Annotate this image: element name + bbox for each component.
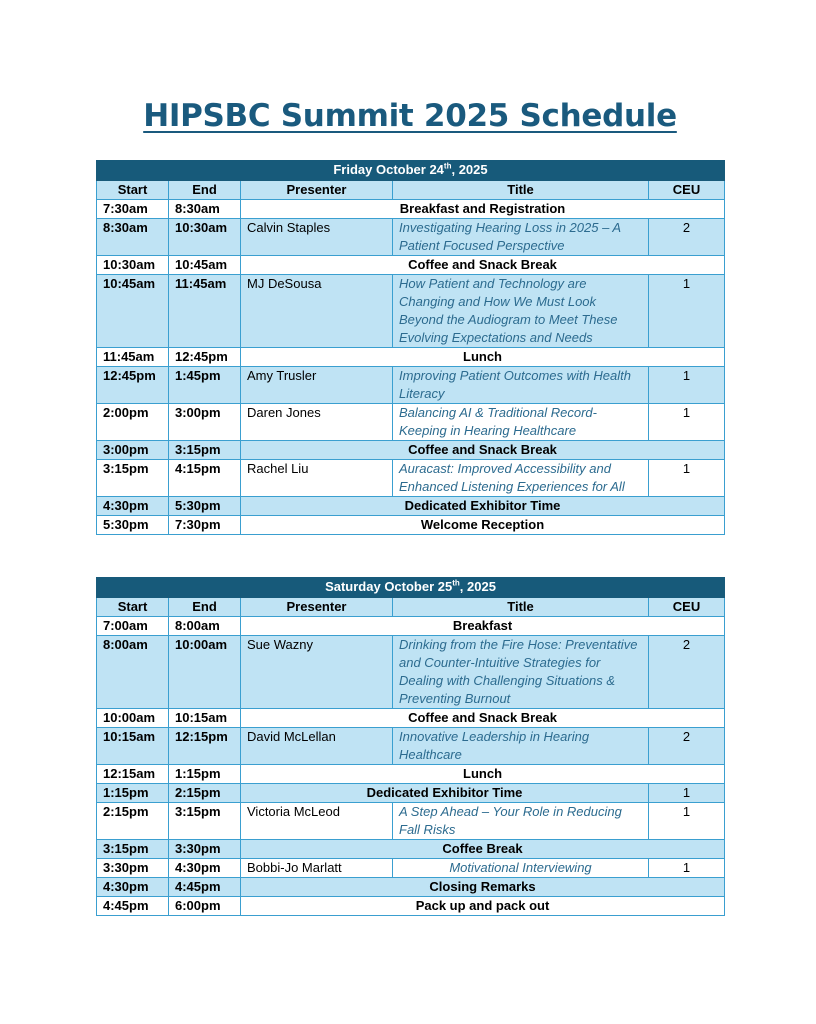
event-label: Breakfast and Registration bbox=[241, 200, 725, 219]
ceu-value: 1 bbox=[649, 404, 725, 441]
table-row: 3:15pm 4:15pm Rachel Liu Auracast: Improved Accessibility and Enhanced Listening Experiences for All 1 bbox=[97, 460, 725, 497]
session-title: Motivational Interviewing bbox=[393, 859, 649, 878]
event-label: Breakfast bbox=[241, 617, 725, 636]
ceu-value: 1 bbox=[649, 803, 725, 840]
day-header: Friday October 24th, 2025 bbox=[97, 161, 725, 181]
table-row: 2:00pm 3:00pm Daren Jones Balancing AI & Traditional Record-Keeping in Hearing Healthcare 1 bbox=[97, 404, 725, 441]
table-row: 4:45pm 6:00pm Pack up and pack out bbox=[97, 897, 725, 916]
presenter-name: Sue Wazny bbox=[241, 636, 393, 709]
presenter-name: Rachel Liu bbox=[241, 460, 393, 497]
table-row: 3:00pm 3:15pm Coffee and Snack Break bbox=[97, 441, 725, 460]
event-label: Welcome Reception bbox=[241, 516, 725, 535]
col-header-presenter: Presenter bbox=[241, 598, 393, 617]
table-row: 4:30pm 4:45pm Closing Remarks bbox=[97, 878, 725, 897]
ceu-value: 2 bbox=[649, 219, 725, 256]
presenter-name: Daren Jones bbox=[241, 404, 393, 441]
event-label: Coffee and Snack Break bbox=[241, 256, 725, 275]
table-row: 7:00am 8:00am Breakfast bbox=[97, 617, 725, 636]
table-row: 2:15pm 3:15pm Victoria McLeod A Step Ahead – Your Role in Reducing Fall Risks 1 bbox=[97, 803, 725, 840]
col-header-title: Title bbox=[393, 598, 649, 617]
presenter-name: Amy Trusler bbox=[241, 367, 393, 404]
event-label: Pack up and pack out bbox=[241, 897, 725, 916]
session-title: Innovative Leadership in Hearing Healthcare bbox=[393, 728, 649, 765]
presenter-name: MJ DeSousa bbox=[241, 275, 393, 348]
table-row: 8:00am 10:00am Sue Wazny Drinking from the Fire Hose: Preventative and Counter-Intuitive Strategies for Dealing with Challenging Situations & Preventing Burnout 2 bbox=[97, 636, 725, 709]
presenter-name: Bobbi-Jo Marlatt bbox=[241, 859, 393, 878]
table-row: 12:45pm 1:45pm Amy Trusler Improving Patient Outcomes with Health Literacy 1 bbox=[97, 367, 725, 404]
col-header-ceu: CEU bbox=[649, 181, 725, 200]
table-row: 10:00am 10:15am Coffee and Snack Break bbox=[97, 709, 725, 728]
ceu-value: 1 bbox=[649, 859, 725, 878]
ceu-value: 1 bbox=[649, 784, 725, 803]
page-title: HIPSBC Summit 2025 Schedule bbox=[143, 98, 677, 134]
col-header-presenter: Presenter bbox=[241, 181, 393, 200]
event-label: Dedicated Exhibitor Time bbox=[241, 784, 649, 803]
col-header-end: End bbox=[169, 181, 241, 200]
table-row: 3:30pm 4:30pm Bobbi-Jo Marlatt Motivational Interviewing 1 bbox=[97, 859, 725, 878]
table-row: 8:30am 10:30am Calvin Staples Investigating Hearing Loss in 2025 – A Patient Focused Perspective 2 bbox=[97, 219, 725, 256]
event-label: Lunch bbox=[241, 765, 725, 784]
table-row: 5:30pm 7:30pm Welcome Reception bbox=[97, 516, 725, 535]
session-title: Balancing AI & Traditional Record-Keeping in Hearing Healthcare bbox=[393, 404, 649, 441]
event-label: Dedicated Exhibitor Time bbox=[241, 497, 725, 516]
col-header-ceu: CEU bbox=[649, 598, 725, 617]
event-label: Lunch bbox=[241, 348, 725, 367]
ceu-value: 1 bbox=[649, 367, 725, 404]
event-label: Coffee and Snack Break bbox=[241, 709, 725, 728]
event-label: Closing Remarks bbox=[241, 878, 725, 897]
ceu-value: 2 bbox=[649, 728, 725, 765]
day-header: Saturday October 25th, 2025 bbox=[97, 578, 725, 598]
table-row: 10:30am 10:45am Coffee and Snack Break bbox=[97, 256, 725, 275]
table-row: 7:30am 8:30am Breakfast and Registration bbox=[97, 200, 725, 219]
event-label: Coffee Break bbox=[241, 840, 725, 859]
table-row: 11:45am 12:45pm Lunch bbox=[97, 348, 725, 367]
session-title: Drinking from the Fire Hose: Preventative and Counter-Intuitive Strategies for Dealing with Challenging Situations & Preventing Burnout bbox=[393, 636, 649, 709]
saturday-schedule-table bbox=[96, 577, 725, 916]
col-header-start: Start bbox=[97, 598, 169, 617]
col-header-end: End bbox=[169, 598, 241, 617]
table-row: 4:30pm 5:30pm Dedicated Exhibitor Time bbox=[97, 497, 725, 516]
session-title: Auracast: Improved Accessibility and Enhanced Listening Experiences for All bbox=[393, 460, 649, 497]
table-row: 1:15pm 2:15pm Dedicated Exhibitor Time 1 bbox=[97, 784, 725, 803]
ceu-value: 2 bbox=[649, 636, 725, 709]
table-row: 10:15am 12:15pm David McLellan Innovative Leadership in Hearing Healthcare 2 bbox=[97, 728, 725, 765]
col-header-title: Title bbox=[393, 181, 649, 200]
event-label: Coffee and Snack Break bbox=[241, 441, 725, 460]
table-row: 12:15am 1:15pm Lunch bbox=[97, 765, 725, 784]
session-title: A Step Ahead – Your Role in Reducing Fall Risks bbox=[393, 803, 649, 840]
table-row: 3:15pm 3:30pm Coffee Break bbox=[97, 840, 725, 859]
presenter-name: Calvin Staples bbox=[241, 219, 393, 256]
ceu-value: 1 bbox=[649, 460, 725, 497]
friday-schedule-table bbox=[96, 160, 725, 535]
session-title: Investigating Hearing Loss in 2025 – A Patient Focused Perspective bbox=[393, 219, 649, 256]
session-title: Improving Patient Outcomes with Health Literacy bbox=[393, 367, 649, 404]
col-header-start: Start bbox=[97, 181, 169, 200]
presenter-name: Victoria McLeod bbox=[241, 803, 393, 840]
session-title: How Patient and Technology are Changing and How We Must Look Beyond the Audiogram to Meet These Evolving Expectations and Needs bbox=[393, 275, 649, 348]
presenter-name: David McLellan bbox=[241, 728, 393, 765]
table-row: 10:45am 11:45am MJ DeSousa How Patient and Technology are Changing and How We Must Look Beyond the Audiogram to Meet These Evolving Expectations and Needs 1 bbox=[97, 275, 725, 348]
ceu-value: 1 bbox=[649, 275, 725, 348]
